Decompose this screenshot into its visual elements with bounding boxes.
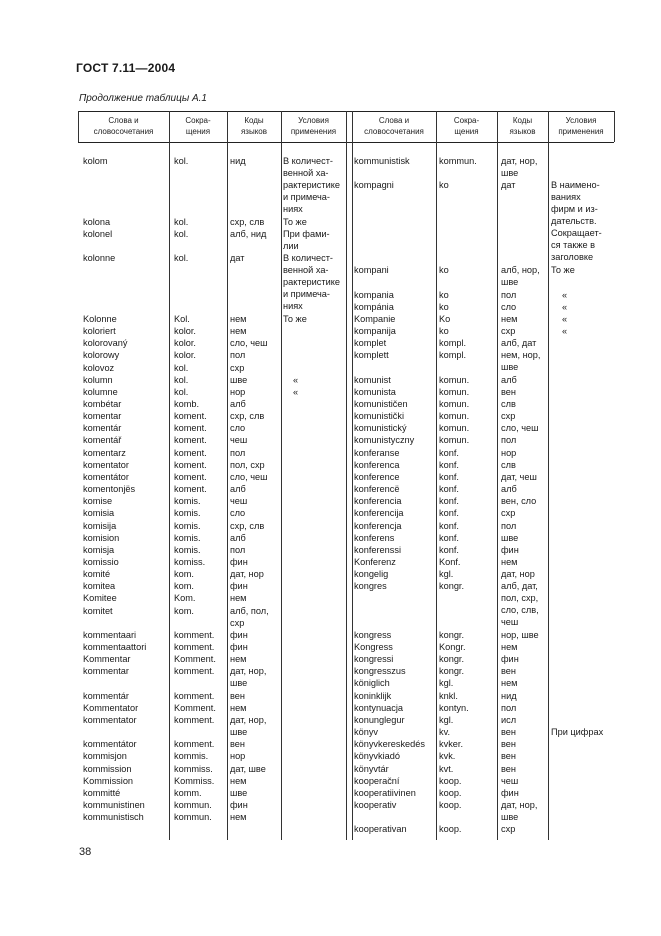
left-cond-cell: « [293,374,299,385]
column-rule [346,111,347,840]
right-abbr-cell: konf. [439,447,459,458]
left-code-cell: нем [230,326,247,337]
column-header: Условия применения [558,116,604,136]
right-code-cell: вен [501,727,516,738]
right-abbr-cell: kgl. [439,678,454,689]
right-word-cell: kooperativan [354,824,407,835]
right-abbr-cell: kongr. [439,581,465,592]
left-word-cell: komentár [83,423,122,434]
right-word-cell: kongresszus [354,666,406,677]
right-abbr-cell: kgl. [439,569,454,580]
left-abbr-cell: koment. [174,447,207,458]
left-abbr-cell: kol. [174,386,189,397]
left-word-cell: komitet [83,605,113,616]
right-code-cell: дат, нор, шве [501,799,538,822]
right-word-cell: könyvtár [354,763,389,774]
left-word-cell: kommentátor [83,739,137,750]
right-word-cell: komplett [354,350,389,361]
right-abbr-cell: kongr. [439,629,465,640]
right-abbr-cell: konf. [439,532,459,543]
right-word-cell: kooperativ [354,799,397,810]
right-word-cell: komunistički [354,411,405,422]
right-word-cell: konference [354,471,400,482]
left-abbr-cell: Kom. [174,593,196,604]
right-code-cell: нем, нор, шве [501,350,541,373]
right-abbr-cell: konf. [439,520,459,531]
column-rule [227,111,228,840]
right-code-cell: дат, нор, шве [501,156,538,178]
right-word-cell: Kompanie [354,313,396,324]
right-code-cell: чеш [501,775,519,786]
left-code-cell: дат, нор [230,569,264,580]
right-abbr-cell: ko [439,265,449,276]
right-word-cell: komunističen [354,399,408,409]
right-word-cell: könyvkiadó [354,751,400,762]
right-abbr-cell: komun. [439,423,470,434]
left-abbr-cell: komis. [174,544,201,555]
right-code-cell: нор [501,447,517,458]
left-word-cell: kommentaari [83,629,137,640]
column-rule [497,111,498,840]
right-word-cell: kontynuacja [354,702,404,713]
left-word-cell: Kommentar [83,654,131,665]
left-word-cell: Kommentator [83,702,139,713]
left-abbr-cell: kol. [174,156,189,166]
right-abbr-cell: ko [439,301,449,312]
right-code-cell: вен, сло [501,496,537,507]
right-abbr-cell: ko [439,180,449,191]
left-abbr-cell: Komment. [174,702,216,713]
right-word-cell: kommunistisk [354,156,410,166]
left-word-cell: kommunistisch [83,812,144,823]
right-code-cell: пол [501,289,517,300]
right-word-cell: Konferenz [354,556,396,567]
left-abbr-cell: kolor. [174,350,196,361]
right-word-cell: komunist [354,374,391,385]
left-word-cell: kommisjon [83,751,127,762]
column-header: Коды языков [509,116,536,136]
right-word-cell: kongressi [354,654,394,665]
right-abbr-cell: koop. [439,824,462,835]
right-word-cell: konferencia [354,496,402,507]
right-abbr-cell: knkl. [439,690,458,701]
left-cond-cell: « [293,386,299,397]
left-code-cell: шве [230,787,248,798]
left-word-cell: komisia [83,508,115,519]
right-code-cell: алб, нор, шве [501,265,540,288]
left-word-cell: kommentár [83,690,129,701]
left-code-cell: пол, схр [230,459,265,470]
right-abbr-cell: komun. [439,411,470,422]
right-code-cell: нем [501,678,518,689]
right-word-cell: kompanija [354,326,396,337]
left-abbr-cell: komis. [174,520,201,531]
right-abbr-cell: Ko [439,313,451,324]
left-word-cell: kolom [83,156,108,166]
left-code-cell: нид [230,156,246,166]
left-code-cell: фин [230,581,248,592]
left-code-cell: чеш [230,435,248,446]
left-word-cell: komentator [83,459,129,470]
right-word-cell: kongelig [354,569,389,580]
right-abbr-cell: kvker. [439,739,463,750]
right-code-cell: вен [501,666,516,677]
left-word-cell: komisija [83,520,117,531]
right-code-cell: дат, чеш [501,471,537,482]
right-word-cell: konferanse [354,447,400,458]
left-code-cell: сло [230,508,246,519]
right-code-cell: нор, шве [501,629,539,640]
left-abbr-cell: Kommiss. [174,775,215,786]
right-abbr-cell: Konf. [439,556,461,567]
left-code-cell: нем [230,702,247,713]
left-abbr-cell: koment. [174,484,207,495]
left-code-cell: схр, слв [230,520,265,531]
right-word-cell: kompania [354,289,394,300]
right-abbr-cell: komun. [439,374,470,385]
right-code-cell: алб [501,484,517,495]
right-word-cell: könyvkereskedés [354,739,425,750]
left-abbr-cell: kommiss. [174,763,213,774]
right-abbr-cell: kgl. [439,714,454,725]
left-abbr-cell: koment. [174,411,207,422]
right-abbr-cell: kongr. [439,654,465,665]
column-rule [436,111,437,840]
right-code-cell: пол [501,435,517,446]
left-cond-cell: В количест- венной ха- рактеристике и примеча- ниях [283,156,340,214]
right-cond-cell: При цифрах [551,727,604,738]
column-header: Условия применения [290,116,337,136]
left-abbr-cell: komis. [174,508,201,519]
right-word-cell: konferencja [354,520,402,531]
right-word-cell: konferens [354,532,395,543]
column-header: Сокра- щения [185,116,211,136]
column-header: Слова и словосочетания [364,116,424,136]
left-code-cell: дат [230,253,245,264]
left-abbr-cell: komment. [174,739,215,750]
right-code-cell: слв [501,459,516,470]
right-code-cell: дат [501,180,516,191]
left-word-cell: kombétar [83,399,122,409]
right-code-cell: пол [501,702,517,713]
right-word-cell: konferenssi [354,544,401,555]
left-abbr-cell: komis. [174,532,201,543]
left-word-cell: kommentator [83,714,137,725]
left-word-cell: komité [83,569,111,580]
right-abbr-cell: komun. [439,399,470,409]
right-cond-cell: « [562,289,568,300]
right-word-cell: konunglegur [354,714,405,725]
left-code-cell: пол [230,544,246,555]
left-code-cell: пол [230,350,246,361]
left-word-cell: kolorovaný [83,338,128,349]
left-word-cell: kolumne [83,386,118,397]
right-code-cell: схр [501,411,516,422]
right-cond-cell: То же [551,265,575,276]
left-cond-cell: При фами- лии [283,228,330,251]
column-header: Сокра- щения [453,116,480,136]
left-code-cell: шве [230,374,248,385]
right-code-cell: вен [501,386,516,397]
right-cond-cell: « [562,301,568,312]
left-code-cell: фин [230,642,248,652]
left-code-cell: нем [230,812,247,823]
right-abbr-cell: komun. [439,435,470,446]
left-word-cell: komentář [83,435,122,446]
right-abbr-cell: kvk. [439,751,456,762]
left-abbr-cell: koment. [174,423,207,434]
left-word-cell: komentarz [83,447,126,458]
left-word-cell: Kolonne [83,313,117,324]
right-code-cell: шве [501,532,519,543]
left-code-cell: дат, шве [230,763,266,774]
right-word-cell: konferenca [354,459,400,470]
right-word-cell: kooperatiivinen [354,787,416,798]
left-abbr-cell: komment. [174,642,215,652]
left-code-cell: сло [230,423,246,434]
right-code-cell: алб, дат, пол, схр, сло, слв, чеш [501,581,539,628]
left-word-cell: kolonne [83,253,116,264]
right-code-cell: алб, дат [501,338,537,349]
right-abbr-cell: ko [439,289,449,300]
right-code-cell: схр [501,508,516,519]
right-code-cell: нид [501,690,517,701]
left-abbr-cell: komiss. [174,556,206,567]
left-word-cell: kommission [83,763,132,774]
left-code-cell: нем [230,654,247,665]
document-title: ГОСТ 7.11—2004 [76,61,176,75]
left-abbr-cell: kol. [174,253,189,264]
left-word-cell: kommitté [83,787,121,798]
left-abbr-cell: komment. [174,690,215,701]
left-abbr-cell: komm. [174,787,202,798]
left-code-cell: нем [230,313,247,324]
left-abbr-cell: kommun. [174,812,212,823]
left-word-cell: kolumn [83,374,113,385]
right-code-cell: вен [501,739,516,750]
left-abbr-cell: komb. [174,399,200,409]
left-code-cell: фин [230,629,248,640]
left-word-cell: komise [83,496,113,507]
right-abbr-cell: konf. [439,484,459,495]
left-word-cell: koloriert [83,326,116,337]
right-abbr-cell: komun. [439,386,470,397]
right-code-cell: исл [501,714,517,725]
left-word-cell: kolovoz [83,362,115,373]
right-code-cell: фин [501,544,519,555]
left-code-cell: сло, чеш [230,338,268,349]
right-code-cell: схр [501,326,516,337]
left-abbr-cell: kol. [174,216,189,227]
left-abbr-cell: kol. [174,374,189,385]
left-code-cell: схр [230,362,245,373]
table-caption: Продолжение таблицы А.1 [79,93,207,104]
left-abbr-cell: kolor. [174,326,196,337]
right-word-cell: komunista [354,386,396,397]
left-word-cell: komissio [83,556,119,567]
left-abbr-cell: komment. [174,714,215,725]
left-abbr-cell: kom. [174,605,194,616]
column-header: Коды языков [240,116,268,136]
left-word-cell: kommunistinen [83,799,145,810]
left-word-cell: Komitee [83,593,117,604]
right-code-cell: сло [501,301,517,312]
left-abbr-cell: komment. [174,629,215,640]
left-word-cell: komisja [83,544,115,555]
column-rule [614,111,615,142]
left-word-cell: kommentar [83,666,129,677]
right-word-cell: kongres [354,581,387,592]
right-code-cell: вен [501,751,516,762]
left-abbr-cell: kommis. [174,751,209,762]
right-code-cell: схр [501,824,516,835]
column-rule [169,111,170,840]
left-code-cell: дат, нор, шве [230,714,267,737]
right-abbr-cell: konf. [439,471,459,482]
left-code-cell: алб [230,532,246,543]
right-abbr-cell: kommun. [439,156,477,166]
right-word-cell: komunistický [354,423,407,434]
right-word-cell: komunistyczny [354,435,415,446]
right-abbr-cell: konf. [439,496,459,507]
right-code-cell: пол [501,520,517,531]
left-word-cell: komitea [83,581,116,592]
left-code-cell: чеш [230,496,248,507]
left-code-cell: нем [230,775,247,786]
abbreviation-table [78,111,614,840]
left-code-cell: фин [230,799,248,810]
left-code-cell: сло, чеш [230,471,268,482]
left-code-cell: нор [230,386,246,397]
right-abbr-cell: koop. [439,799,462,810]
right-abbr-cell: ko [439,326,449,337]
right-word-cell: koninklijk [354,690,392,701]
right-word-cell: kompagni [354,180,394,191]
left-word-cell: komentar [83,411,122,422]
right-code-cell: нем [501,556,518,567]
left-abbr-cell: kol. [174,228,189,239]
left-code-cell: нем [230,593,247,604]
left-word-cell: komision [83,532,120,543]
right-word-cell: konferencija [354,508,404,519]
right-abbr-cell: kvt. [439,763,454,774]
left-code-cell: фин [230,556,248,567]
right-abbr-cell: konf. [439,508,459,519]
left-word-cell: komentátor [83,471,129,482]
left-abbr-cell: koment. [174,435,207,446]
left-cond-cell: В количест- венной ха- рактеристике и примеча- ниях [283,253,340,312]
left-abbr-cell: komment. [174,666,215,677]
right-abbr-cell: koop. [439,787,462,798]
right-code-cell: дат, нор [501,569,535,580]
left-code-cell: пол [230,447,246,458]
right-word-cell: kompánia [354,301,394,312]
left-code-cell: алб [230,484,246,495]
right-abbr-cell: kompl. [439,338,467,349]
left-cond-cell: То же [283,313,307,324]
column-header: Слова и словосочетания [93,116,154,136]
left-abbr-cell: kom. [174,569,194,580]
right-code-cell: фин [501,787,519,798]
left-code-cell: схр, слв [230,411,265,422]
left-abbr-cell: kolor. [174,338,196,349]
right-word-cell: kooperační [354,775,400,786]
left-abbr-cell: kom. [174,581,194,592]
left-code-cell: вен [230,739,245,750]
right-code-cell: сло, чеш [501,423,539,434]
left-abbr-cell: kommun. [174,799,212,810]
left-abbr-cell: koment. [174,459,207,470]
right-abbr-cell: konf. [439,544,459,555]
right-abbr-cell: kv. [439,727,451,738]
right-code-cell: фин [501,654,519,665]
left-code-cell: алб [230,399,246,409]
left-abbr-cell: koment. [174,471,207,482]
left-abbr-cell: Kol. [174,313,190,324]
right-word-cell: könyv [354,727,379,738]
right-abbr-cell: koop. [439,775,462,786]
right-cond-cell: « [562,313,568,324]
left-code-cell: схр, слв [230,216,265,227]
left-abbr-cell: kol. [174,362,189,373]
right-abbr-cell: kompl. [439,350,467,361]
right-cond-cell: « [562,326,568,337]
left-code-cell: нор [230,751,246,762]
left-abbr-cell: komis. [174,496,201,507]
left-word-cell: kolona [83,216,111,227]
right-word-cell: kompani [354,265,389,276]
left-abbr-cell: Komment. [174,654,216,665]
right-word-cell: königlich [354,678,390,689]
left-cond-cell: То же [283,216,307,227]
column-rule [548,111,549,840]
right-code-cell: алб [501,374,517,385]
right-word-cell: konferencë [354,484,400,495]
column-rule [281,111,282,840]
left-word-cell: kolonel [83,228,113,239]
right-code-cell: вен [501,763,516,774]
right-abbr-cell: konf. [439,459,459,470]
right-code-cell: нем [501,642,518,652]
right-abbr-cell: kongr. [439,666,465,677]
left-word-cell: kommentaattori [83,642,147,652]
page-number: 38 [79,846,92,858]
left-code-cell: дат, нор, шве [230,666,267,689]
left-code-cell: алб, пол, схр [230,605,269,628]
right-word-cell: Kongress [354,642,393,652]
right-word-cell: komplet [354,338,387,349]
left-word-cell: kolorowy [83,350,120,361]
left-word-cell: Kommission [83,775,134,786]
right-word-cell: kongress [354,629,392,640]
right-abbr-cell: Kongr. [439,642,466,652]
left-word-cell: komentonjës [83,484,136,495]
left-code-cell: алб, нид [230,228,267,239]
right-code-cell: нем [501,313,518,324]
right-cond-cell: В наимено- ваниях фирм и из- дательств. Сокращает- ся также в заголовке [551,180,602,263]
right-abbr-cell: kontyn. [439,702,469,713]
right-code-cell: слв [501,399,516,409]
column-rule [352,111,353,840]
left-code-cell: вен [230,690,245,701]
